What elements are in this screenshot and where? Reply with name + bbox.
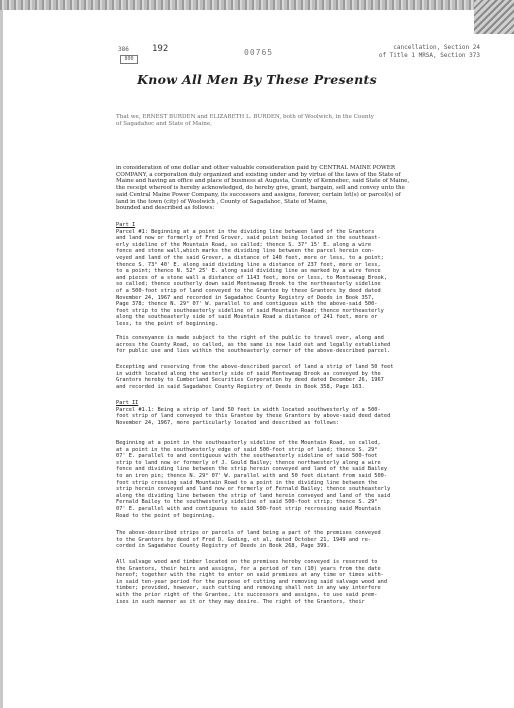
book-reference: 386 (118, 46, 129, 53)
consideration-line: the receipt whereof is hereby acknowledged, do hereby give, grant, bargain, sell and convey unto the (116, 185, 405, 192)
consideration-line: in consideration of one dollar and other valuable consideration paid by CENTRAL MAINE POWER (116, 165, 396, 171)
scan-corner-artifact (474, 0, 514, 34)
grantors-line: of Sagadahoc and State of Maine, (116, 120, 212, 127)
excepting-line: and recorded in said Sagadahoc County Registry of Deeds in Book 358, Page 163. (116, 383, 365, 390)
part-two-line: November 24, 1967, more particularly located and described as follows: (116, 419, 340, 426)
part-one (116, 222, 504, 328)
deed-title: Know All Men By These Presents (137, 72, 377, 87)
part-one-line: foot strip to the southeasterly sideline of said Mountain Road; thence northeasterly (116, 307, 384, 314)
part-one-line: veyed and land of the said Grover, a distance of 140 feet, more or less, to a point; (116, 254, 384, 261)
beginning-line: 07' E. parallel to and contiguous with the southwesterly sideline of said 500-foot (116, 453, 378, 460)
consideration-line: COMPANY, a corporation duly organized and existing under and by virtue of the laws of the State of (116, 171, 401, 178)
above-described-clause (116, 530, 504, 550)
consideration-line: bounded and described as follows: (116, 205, 215, 212)
part-two-line: foot strip of land conveyed to this Grantee by these Grantors by above-said deed dated (116, 413, 391, 420)
part-one-line: and pieces of a stone wall a distance of 1143 feet, more or less, to Montsweag Brook, (116, 274, 388, 281)
part-one-line: thence S. 73° 40' E. along said dividing line a distance of 237 feet, more or less, (116, 261, 381, 268)
timber-line: hereof; together with the right to enter on said premises at any time or times with- (116, 572, 384, 579)
above-described-line: to the Grantors by deed of Fred D. Goding, et al, dated October 21, 1949 and re- (116, 536, 372, 543)
timber-line: ises in such manner as it or they may desire. The right of the Grantors, their (116, 598, 365, 605)
subject-to-line: for public use and lies within the southeasterly corner of the above-described parcel. (116, 348, 391, 355)
part-one-heading: Part I (116, 222, 136, 228)
beginning-line: strip to land now or formerly of J. Gould Bailey; thence northwesterly along a wire (116, 459, 381, 466)
part-one-line: Page 378; thence N. 29° 07' W. parallel to and contiguous with the above-said 500- (116, 301, 378, 308)
consideration-line: said Central Maine Power Company, its successors and assigns, forever, certain lot(s) or parcel(s) of (116, 191, 401, 198)
timber-line: in said ten-year period for the purpose of cutting and removing said salvage wood and (116, 578, 388, 585)
part-one-line: along the southeasterly side of said Mountain Road a distance of 241 feet, more or (116, 314, 378, 321)
excepting-clause (116, 364, 504, 390)
timber-line: the Grantors, their heirs and assigns, for a period of ten (10) years from the date (116, 565, 381, 572)
part-one-line: Parcel #1: Beginning at a point in the dividing line between land of the Grantors (116, 228, 375, 235)
above-described-line: The above-described strips or parcels of land being a part of the premises conveyed (116, 530, 381, 536)
consideration-line: Maine and having an office and place of business at Augusta, County of Kennebec, said State of Maine, (116, 178, 410, 185)
part-one-line: erly sideline of the Mountain Road, so called; thence S. 37° 15' E. along a wire (116, 241, 372, 248)
above-described-line: corded in Sagadahoc County Registry of Deeds in Book 268, Page 399. (116, 543, 330, 550)
part-one-line: so called; thence southerly down said Montsweag Brook to the northeasterly sideline (116, 281, 381, 288)
recording-stamp: 800 (120, 55, 138, 64)
beginning-line: fence and dividing line between the strip herein conveyed and land of the said Bailey (116, 466, 388, 473)
recording-note (379, 44, 480, 60)
beginning-line: foot strip crossing said Mountain Road to a point in the dividing line between the (116, 479, 378, 486)
beginning-line: 07' E. parallel with and contiguous to said 500-foot strip recrossing said Mountain (116, 505, 381, 512)
excepting-line: Grantors hereby to Cumberland Securities Corporation by deed dated December 26, 1967 (116, 377, 384, 384)
timber-line: All salvage wood and timber located on the premises hereby conveyed is reserved to (116, 559, 378, 565)
subject-to-line: across the County Road, so called, as the same is now laid out and legally established (116, 341, 391, 348)
part-one-line: to a point; thence N. 52° 25' E. along said dividing line as marked by a wire fence (116, 268, 381, 275)
beginning-line: at a point in the southwesterly edge of said 500-foot strip of land; thence S. 29° (116, 446, 378, 453)
excepting-line: in width located along the westerly side of said Montsweag Brook as conveyed by the (116, 370, 381, 377)
recording-line: cancellation, Section 24 (393, 44, 480, 51)
beginning-line: strip herein conveyed and land now or formerly of Fernald Bailey; thence southeasterly (116, 486, 391, 493)
beginning-line: Road to the point of beginning. (116, 512, 215, 519)
consideration-clause (116, 165, 504, 212)
part-two-heading: Part II (116, 400, 139, 406)
part-one-line: November 24, 1967 and recorded in Sagadahoc County Registry of Deeds in Book 357, (116, 294, 375, 301)
document-code: 00765 (244, 48, 274, 57)
beginning-clause (116, 440, 504, 519)
part-one-line: and land now or formerly of Fred Grover, said point being located in the southeast- (116, 235, 381, 242)
beginning-line: Fernald Bailey to the southwesterly sideline of said 500-foot strip; thence S. 29° (116, 499, 378, 506)
part-two-line: Parcel #1.1: Being a strip of land 50 feet in width located southwesterly of a 500- (116, 406, 381, 413)
part-one-line: of a 500-foot strip of land conveyed to the Grantee by these Grantors by deed dated (116, 287, 381, 294)
part-one-line: less, to the point of beginning. (116, 320, 219, 327)
consideration-line: land in the town (city) of Woolwich , County of Sagadahoc, State of Maine, (116, 198, 328, 205)
excepting-line: Excepting and reserving from the above-described parcel of land a strip of land 50 feet (116, 364, 394, 370)
scan-top-edge (0, 0, 514, 10)
timber-clause (116, 559, 504, 605)
beginning-line: along the dividing line between the strip of land herein conveyed and land of the said (116, 492, 391, 499)
beginning-line: Beginning at a point in the southeasterly sideline of the Mountain Road, so called, (116, 440, 381, 446)
part-one-line: fence and stone wall,which marks the dividing line between the parcel herein con- (116, 248, 375, 255)
page-number: 192 (152, 44, 169, 54)
subject-to-clause (116, 335, 504, 355)
grantors-clause (116, 114, 504, 127)
timber-line: with the prior right of the Grantee, its successors and assigns, to use said prem- (116, 591, 378, 598)
timber-line: timber; provided, however, such cutting and removing shall not in any way interfere (116, 585, 381, 592)
recording-line: of Title 1 MRSA, Section 373 (378, 52, 480, 59)
grantors-line: That we, ERNEST BURDEN and ELIZABETH L. BURDEN, both of Woolwich, in the County (116, 114, 374, 120)
beginning-line: to an iron pin; thence N. 29° 07' W. parallel with and 50 feet distant from said 500- (116, 472, 388, 479)
part-two (116, 400, 504, 426)
scan-left-edge (0, 10, 3, 708)
subject-to-line: This conveyance is made subject to the right of the public to travel over, along and (116, 335, 384, 341)
